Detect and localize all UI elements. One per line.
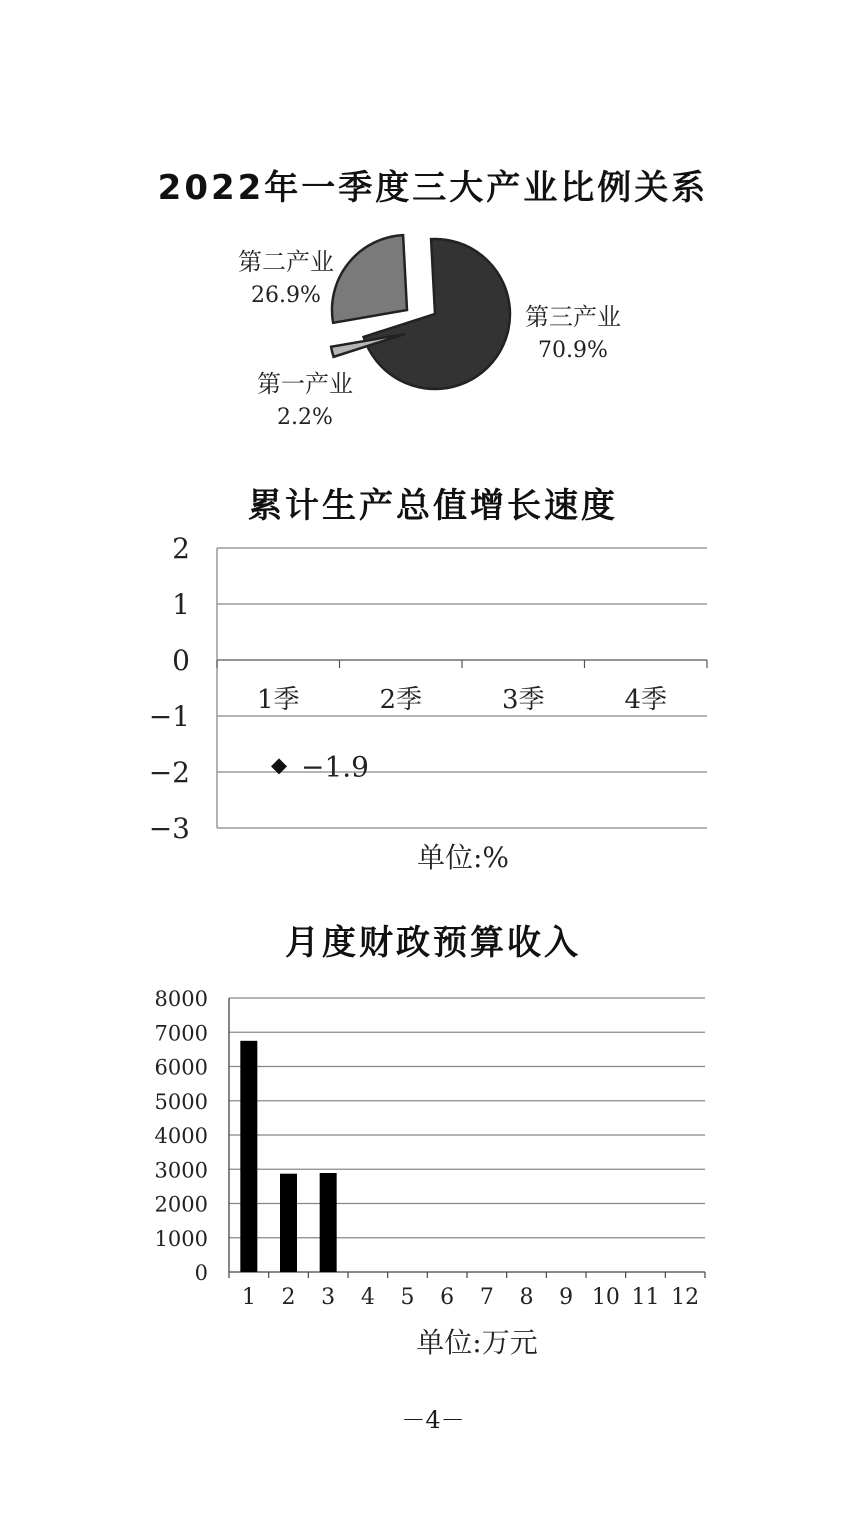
- y-tick-label: −2: [148, 756, 190, 789]
- y-tick-label: 4000: [154, 1124, 208, 1148]
- y-tick-label: 8000: [154, 987, 208, 1011]
- slice-value-label: 2.2%: [277, 405, 333, 430]
- y-tick-label: 1: [172, 588, 190, 621]
- x-tick-label: 7: [479, 1285, 494, 1310]
- x-tick-label: 5: [400, 1285, 415, 1310]
- revenue-unit-label: 单位:万元: [416, 1326, 538, 1359]
- growth-chart-title: 累计生产总值增长速度: [248, 486, 618, 526]
- data-point-label: −1.9: [301, 750, 369, 784]
- revenue-bar-chart: [0, 980, 866, 1310]
- y-tick-label: 5000: [154, 1089, 208, 1114]
- page-number: －4－: [401, 1406, 465, 1434]
- x-tick-label: 1季: [256, 685, 300, 715]
- y-tick-label: 0: [194, 1261, 208, 1285]
- x-tick-label: 12: [671, 1285, 700, 1310]
- pie-chart-title: 2022年一季度三大产业比例关系: [157, 168, 709, 208]
- growth-unit-label: 单位:%: [416, 841, 510, 874]
- y-tick-label: −3: [148, 812, 190, 845]
- slice-label: 第一产业: [257, 370, 353, 398]
- slice-value-label: 70.9%: [538, 338, 608, 363]
- x-tick-label: 2季: [379, 685, 423, 715]
- growth-chart: [0, 530, 866, 850]
- bar: [240, 1041, 257, 1272]
- y-tick-label: 2: [172, 532, 190, 565]
- slice-label: 第二产业: [238, 248, 334, 276]
- x-tick-label: 4季: [624, 685, 668, 715]
- bar: [280, 1174, 297, 1272]
- y-tick-label: 3000: [154, 1158, 208, 1183]
- slice-value-label: 26.9%: [251, 283, 321, 308]
- x-tick-label: 9: [559, 1285, 574, 1310]
- pie-slice: [332, 235, 407, 323]
- x-tick-label: 3季: [501, 685, 545, 715]
- x-tick-label: 1: [241, 1285, 256, 1310]
- y-tick-label: 7000: [154, 1021, 208, 1046]
- y-tick-label: 0: [172, 644, 190, 677]
- x-tick-label: 4: [360, 1285, 375, 1310]
- y-tick-label: 6000: [154, 1055, 208, 1080]
- x-tick-label: 3: [321, 1285, 336, 1310]
- pie-chart: [0, 230, 866, 470]
- slice-label: 第三产业: [525, 303, 621, 331]
- y-tick-label: 1000: [154, 1226, 208, 1251]
- revenue-chart-title: 月度财政预算收入: [285, 923, 581, 963]
- x-tick-label: 2: [281, 1285, 296, 1310]
- y-tick-label: −1: [148, 700, 190, 733]
- x-tick-label: 11: [631, 1285, 660, 1310]
- x-tick-label: 6: [440, 1285, 455, 1310]
- x-tick-label: 10: [591, 1285, 620, 1310]
- x-tick-label: 8: [519, 1285, 534, 1310]
- bar: [320, 1173, 337, 1272]
- y-tick-label: 2000: [154, 1192, 208, 1217]
